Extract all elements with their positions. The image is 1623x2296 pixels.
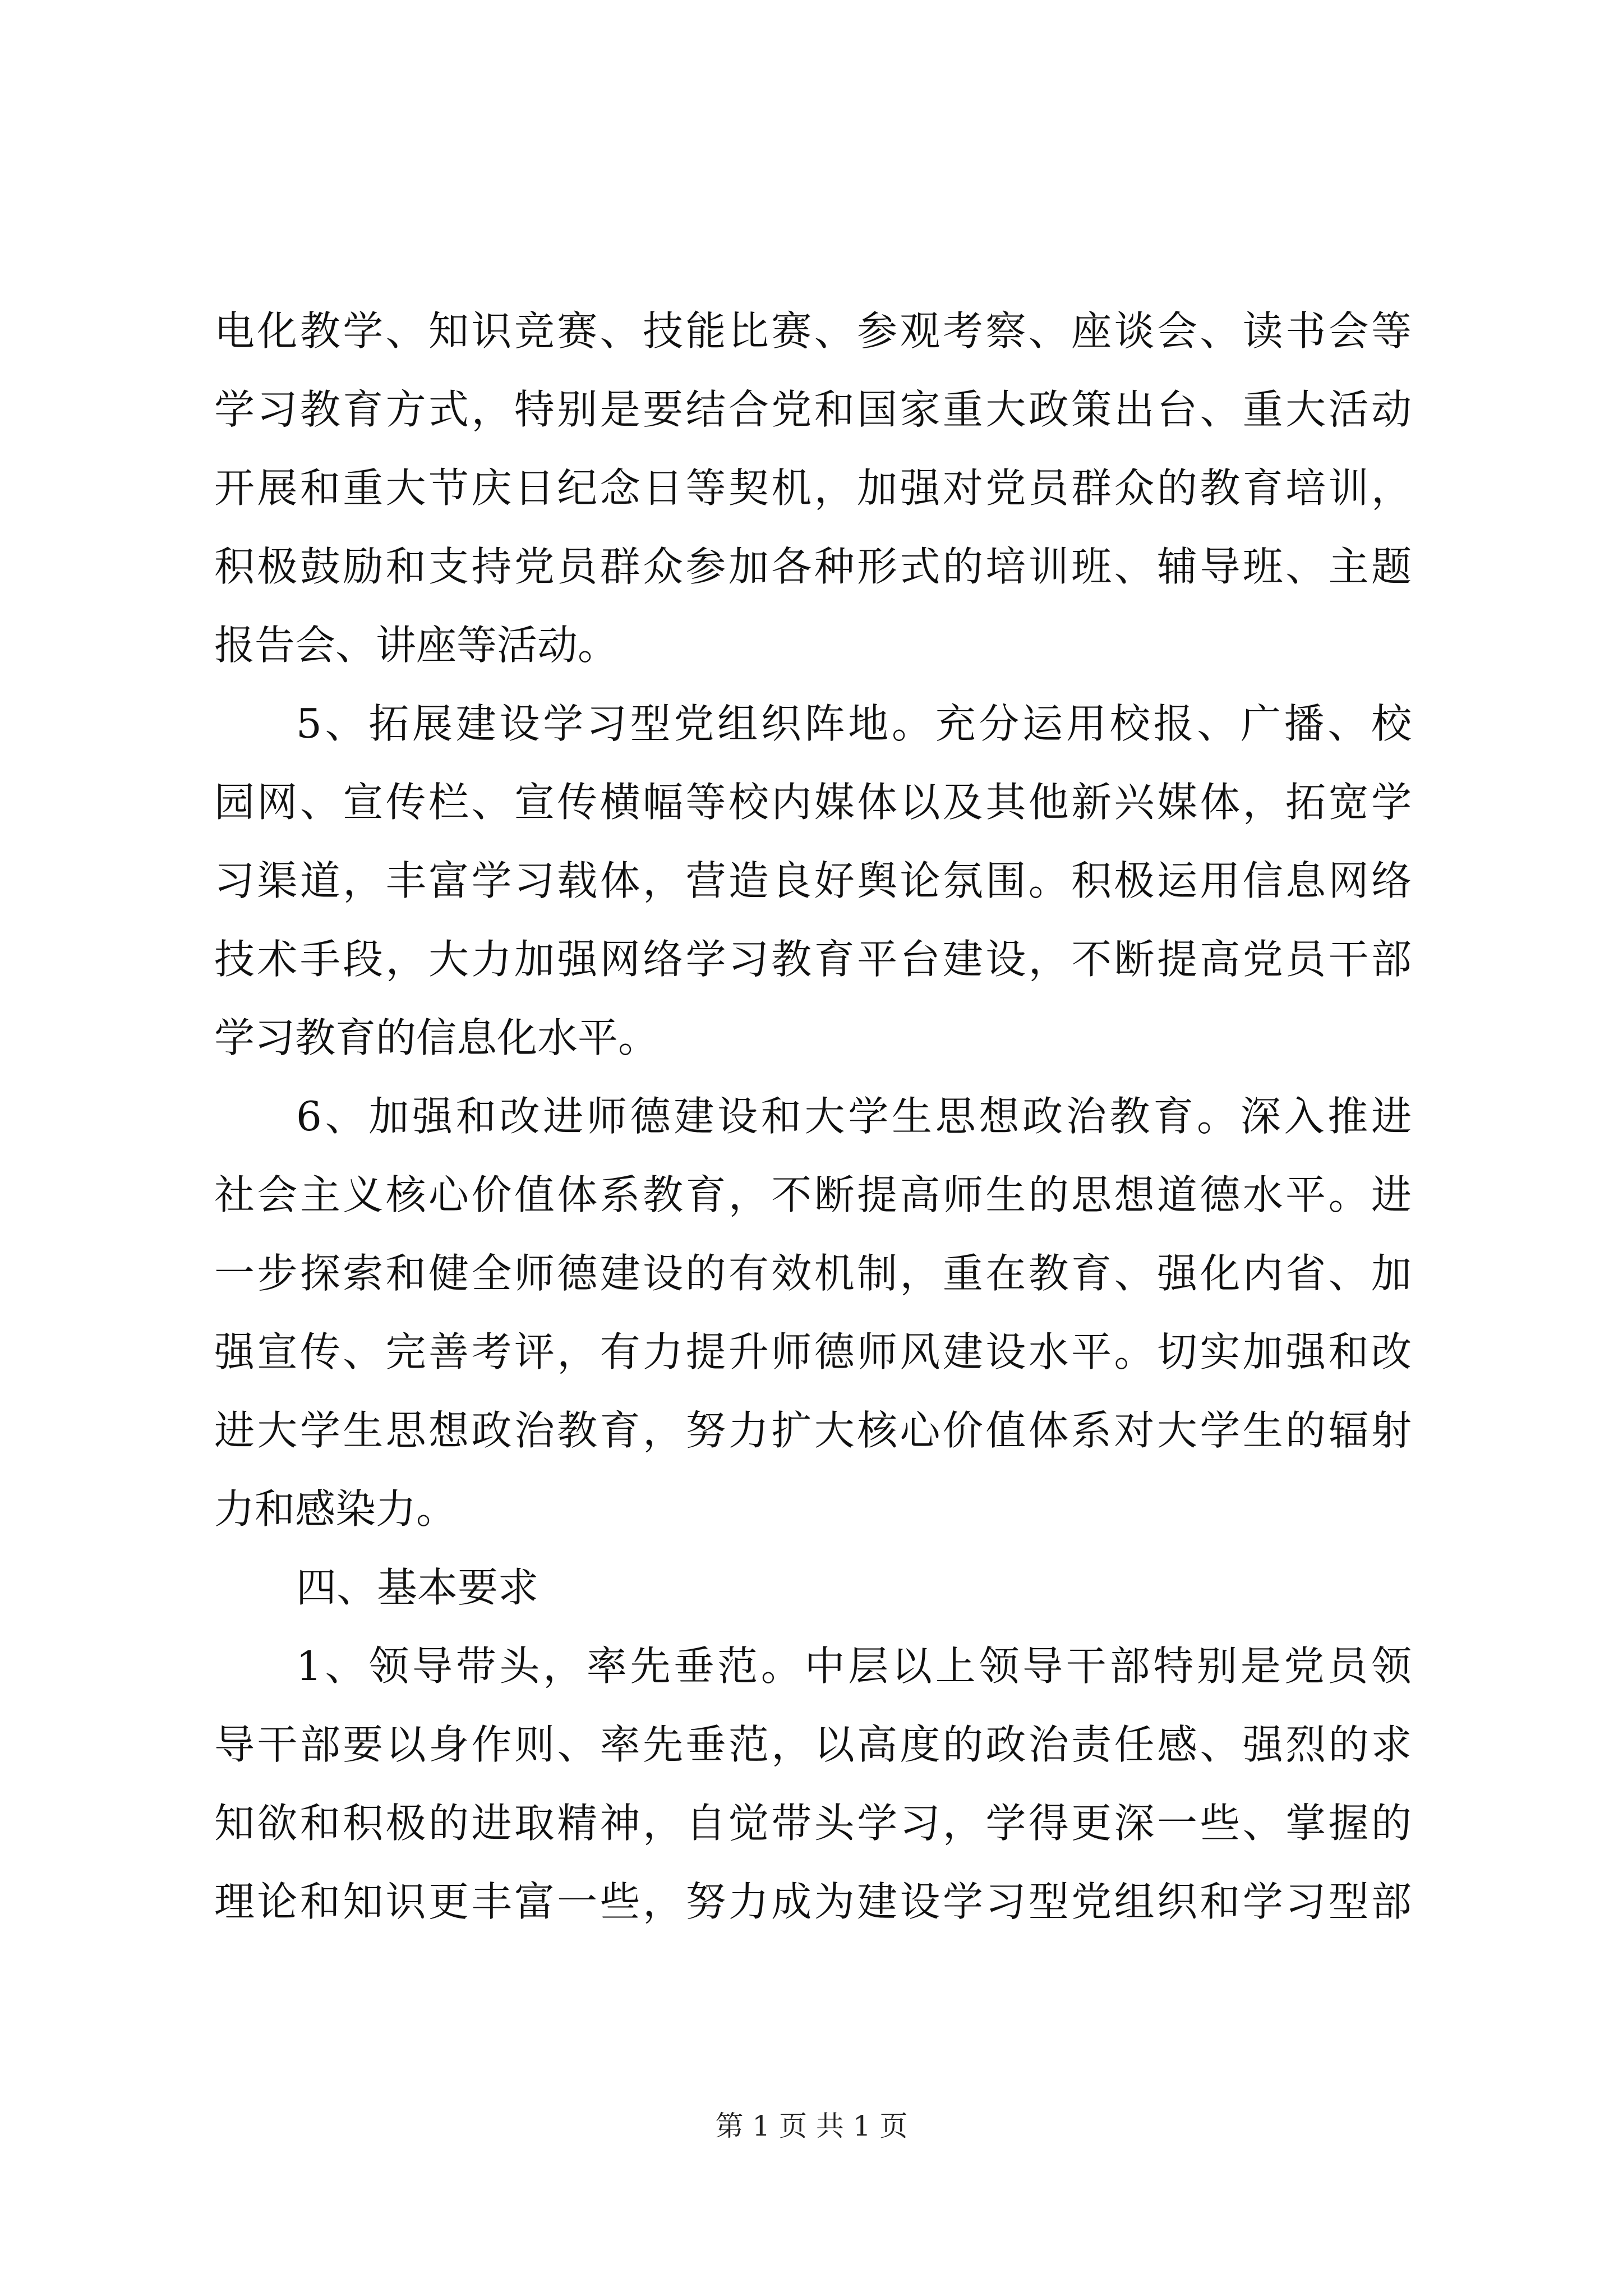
section-heading: 四、基本要求 [296,1564,539,1611]
text-line: 积极鼓励和支持党员群众参加各种形式的培训班、辅导班、主题 [214,543,1412,590]
text-line: 电化教学、知识竞赛、技能比赛、参观考察、座谈会、读书会等 [214,307,1412,355]
text-line: 习渠道，丰富学习载体，营造良好舆论氛围。积极运用信息网络 [214,857,1412,904]
text-line: 理论和知识更丰富一些，努力成为建设学习型党组织和学习型部 [214,1878,1412,1925]
paragraph-start-line: 6、加强和改进师德建设和大学生思想政治教育。深入推进 [296,1093,1412,1140]
text-line: 进大学生思想政治教育，努力扩大核心价值体系对大学生的辐射 [214,1407,1412,1454]
text-line: 一步探索和健全师德建设的有效机制，重在教育、强化内省、加 [214,1250,1412,1297]
text-line: 技术手段，大力加强网络学习教育平台建设，不断提高党员干部 [214,936,1412,983]
text-line: 园网、宣传栏、宣传横幅等校内媒体以及其他新兴媒体，拓宽学 [214,779,1412,826]
text-line: 社会主义核心价值体系教育，不断提高师生的思想道德水平。进 [214,1171,1412,1218]
text-line: 学习教育的信息化水平。 [214,1014,659,1061]
paragraph-start-line: 5、拓展建设学习型党组织阵地。充分运用校报、广播、校 [296,700,1412,747]
text-line: 导干部要以身作则、率先垂范，以高度的政治责任感、强烈的求 [214,1721,1412,1768]
document-body [214,292,1412,1941]
text-line: 学习教育方式，特别是要结合党和国家重大政策出台、重大活动 [214,386,1412,433]
paragraph-start-line: 1、领导带头，率先垂范。中层以上领导干部特别是党员领 [296,1642,1412,1690]
text-line: 开展和重大节庆日纪念日等契机，加强对党员群众的教育培训， [214,464,1412,512]
page-number-footer: 第 1 页 共 1 页 [715,2110,908,2142]
text-line: 强宣传、完善考评，有力提升师德师风建设水平。切实加强和改 [214,1328,1412,1375]
text-line: 知欲和积极的进取精神，自觉带头学习，学得更深一些、掌握的 [214,1800,1412,1847]
text-line: 报告会、讲座等活动。 [214,622,619,669]
text-line: 力和感染力。 [214,1485,457,1533]
